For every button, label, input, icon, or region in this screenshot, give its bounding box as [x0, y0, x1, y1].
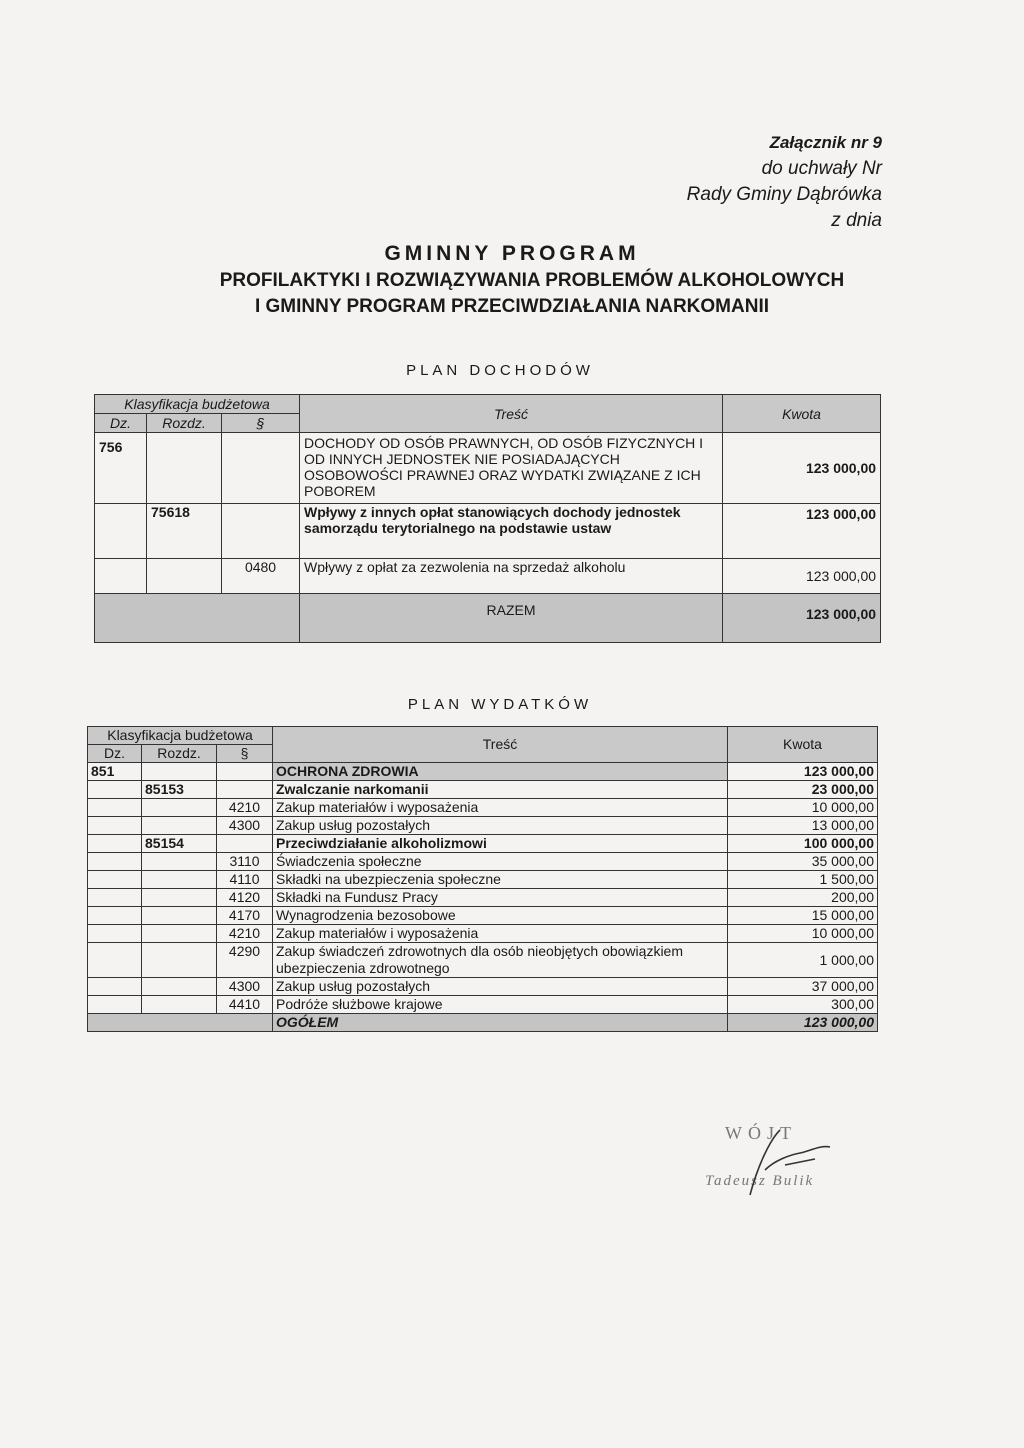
annex-number: Załącznik nr 9	[769, 133, 882, 152]
table-row	[88, 907, 878, 925]
cell-par	[217, 835, 273, 853]
cell-kwota: 10 000,00	[728, 925, 878, 943]
cell-dz	[88, 996, 142, 1014]
cell-tresc: OCHRONA ZDROWIA	[273, 763, 728, 781]
income-total-row	[95, 594, 881, 643]
cell-dz	[88, 943, 142, 978]
cell-tresc: Składki na Fundusz Pracy	[273, 889, 728, 907]
cell-rozdz: 85154	[142, 835, 217, 853]
cell-kwota: 100 000,00	[728, 835, 878, 853]
cell-kwota: 123 000,00	[728, 763, 878, 781]
cell-par: 4410	[217, 996, 273, 1014]
expense-total-label: OGÓŁEM	[273, 1014, 728, 1032]
cell-dz: 756	[95, 433, 147, 504]
cell-kwota: 35 000,00	[728, 853, 878, 871]
table-row	[95, 433, 881, 504]
table-row	[88, 943, 878, 978]
income-total-value: 123 000,00	[723, 594, 881, 643]
expense-col-group: Klasyfikacja budżetowa	[88, 727, 273, 745]
cell-rozdz	[142, 925, 217, 943]
cell-kwota: 15 000,00	[728, 907, 878, 925]
cell-kwota: 123 000,00	[723, 433, 881, 504]
cell-par	[217, 763, 273, 781]
cell-dz	[88, 871, 142, 889]
cell-dz	[88, 817, 142, 835]
cell-tresc: DOCHODY OD OSÓB PRAWNYCH, OD OSÓB FIZYCZNYCH I OD INNYCH JEDNOSTEK NIE POSIADAJĄCYCH OSOBOWOŚCI PRAWNEJ ORAZ WYDATKI ZWIĄZANE Z ICH POBOREM	[300, 433, 723, 504]
annex-header	[687, 130, 882, 234]
annex-date: z dnia	[831, 210, 882, 231]
cell-tresc: Przeciwdziałanie alkoholizmowi	[273, 835, 728, 853]
cell-par	[222, 504, 300, 559]
cell-par: 4120	[217, 889, 273, 907]
table-row	[95, 504, 881, 559]
income-col-group: Klasyfikacja budżetowa	[95, 395, 300, 414]
cell-par: 4110	[217, 871, 273, 889]
cell-tresc: Zakup materiałów i wyposażenia	[273, 799, 728, 817]
cell-par: 4300	[217, 817, 273, 835]
income-col-rozdz: Rozdz.	[147, 414, 222, 433]
cell-kwota: 1 000,00	[728, 943, 878, 978]
expense-heading: PLAN WYDATKÓW	[407, 696, 593, 713]
income-total-label: RAZEM	[300, 594, 723, 643]
cell-rozdz	[142, 889, 217, 907]
cell-rozdz	[142, 943, 217, 978]
cell-rozdz	[142, 871, 217, 889]
cell-tresc: Zakup materiałów i wyposażenia	[273, 925, 728, 943]
cell-par: 4210	[217, 799, 273, 817]
document-subtitle-1: PROFILAKTYKI I ROZWIĄZYWANIA PROBLEMÓW ALKOHOLOWYCH	[219, 270, 845, 291]
cell-rozdz	[142, 978, 217, 996]
cell-tresc: Podróże służbowe krajowe	[273, 996, 728, 1014]
expense-col-rozdz: Rozdz.	[142, 745, 217, 763]
table-row	[95, 559, 881, 594]
cell-dz	[88, 889, 142, 907]
cell-tresc: Wpływy z opłat za zezwolenia na sprzedaż alkoholu	[300, 559, 723, 594]
cell-kwota: 300,00	[728, 996, 878, 1014]
expense-col-tresc: Treść	[273, 727, 728, 763]
cell-dz: 851	[88, 763, 142, 781]
cell-rozdz	[147, 559, 222, 594]
cell-par: 3110	[217, 853, 273, 871]
cell-rozdz	[142, 853, 217, 871]
cell-dz	[88, 907, 142, 925]
cell-tresc: Wpływy z innych opłat stanowiących dochody jednostek samorządu terytorialnego na podstawie ustaw	[300, 504, 723, 559]
table-row	[88, 763, 878, 781]
annex-resolution: do uchwały Nr	[761, 158, 882, 179]
cell-rozdz	[142, 907, 217, 925]
stamp-title: WÓJT	[725, 1123, 797, 1143]
cell-par: 4290	[217, 943, 273, 978]
cell-kwota: 23 000,00	[728, 781, 878, 799]
cell-kwota: 13 000,00	[728, 817, 878, 835]
cell-rozdz	[147, 433, 222, 504]
cell-dz	[88, 978, 142, 996]
annex-council: Rady Gminy Dąbrówka	[686, 184, 882, 205]
income-col-kwota: Kwota	[723, 395, 881, 433]
cell-dz	[88, 853, 142, 871]
cell-kwota: 1 500,00	[728, 871, 878, 889]
cell-tresc: Zwalczanie narkomanii	[273, 781, 728, 799]
expense-col-kwota: Kwota	[728, 727, 878, 763]
document-subtitle-2: I GMINNY PROGRAM PRZECIWDZIAŁANIA NARKOMANII	[254, 296, 770, 317]
cell-rozdz	[142, 763, 217, 781]
income-col-par: §	[222, 414, 300, 433]
cell-par	[222, 433, 300, 504]
cell-par	[217, 781, 273, 799]
table-row	[88, 925, 878, 943]
cell-rozdz	[142, 996, 217, 1014]
table-row	[88, 978, 878, 996]
cell-par: 4300	[217, 978, 273, 996]
cell-kwota: 37 000,00	[728, 978, 878, 996]
income-heading: PLAN DOCHODÓW	[406, 362, 594, 379]
table-row	[88, 835, 878, 853]
income-col-tresc: Treść	[300, 395, 723, 433]
expense-total-value: 123 000,00	[728, 1014, 878, 1032]
cell-dz	[88, 835, 142, 853]
expense-col-dz: Dz.	[88, 745, 142, 763]
table-row	[88, 817, 878, 835]
expense-table	[87, 726, 878, 1032]
cell-tresc: Zakup usług pozostałych	[273, 817, 728, 835]
signature-stamp	[680, 1115, 880, 1215]
cell-rozdz: 75618	[147, 504, 222, 559]
cell-kwota: 10 000,00	[728, 799, 878, 817]
cell-dz	[95, 559, 147, 594]
cell-dz	[88, 799, 142, 817]
cell-kwota: 123 000,00	[723, 504, 881, 559]
stamp-name: Tadeusz Bulik	[705, 1173, 815, 1189]
cell-tresc: Składki na ubezpieczenia społeczne	[273, 871, 728, 889]
cell-tresc: Wynagrodzenia bezosobowe	[273, 907, 728, 925]
cell-dz	[88, 781, 142, 799]
document-title: GMINNY PROGRAM	[384, 242, 640, 265]
table-row	[88, 996, 878, 1014]
table-row	[88, 799, 878, 817]
expense-total-row	[88, 1014, 878, 1032]
cell-tresc: Zakup usług pozostałych	[273, 978, 728, 996]
cell-par: 0480	[222, 559, 300, 594]
cell-par: 4210	[217, 925, 273, 943]
cell-dz	[95, 504, 147, 559]
cell-kwota: 200,00	[728, 889, 878, 907]
table-row	[88, 781, 878, 799]
cell-rozdz	[142, 799, 217, 817]
cell-tresc: Zakup świadczeń zdrowotnych dla osób nieobjętych obowiązkiem ubezpieczenia zdrowotnego	[273, 943, 728, 978]
cell-rozdz: 85153	[142, 781, 217, 799]
cell-kwota: 123 000,00	[723, 559, 881, 594]
table-row	[88, 853, 878, 871]
income-col-dz: Dz.	[95, 414, 147, 433]
income-table	[94, 394, 881, 643]
cell-dz	[88, 925, 142, 943]
expense-col-par: §	[217, 745, 273, 763]
cell-tresc: Świadczenia społeczne	[273, 853, 728, 871]
cell-par: 4170	[217, 907, 273, 925]
table-row	[88, 889, 878, 907]
cell-rozdz	[142, 817, 217, 835]
table-row	[88, 871, 878, 889]
